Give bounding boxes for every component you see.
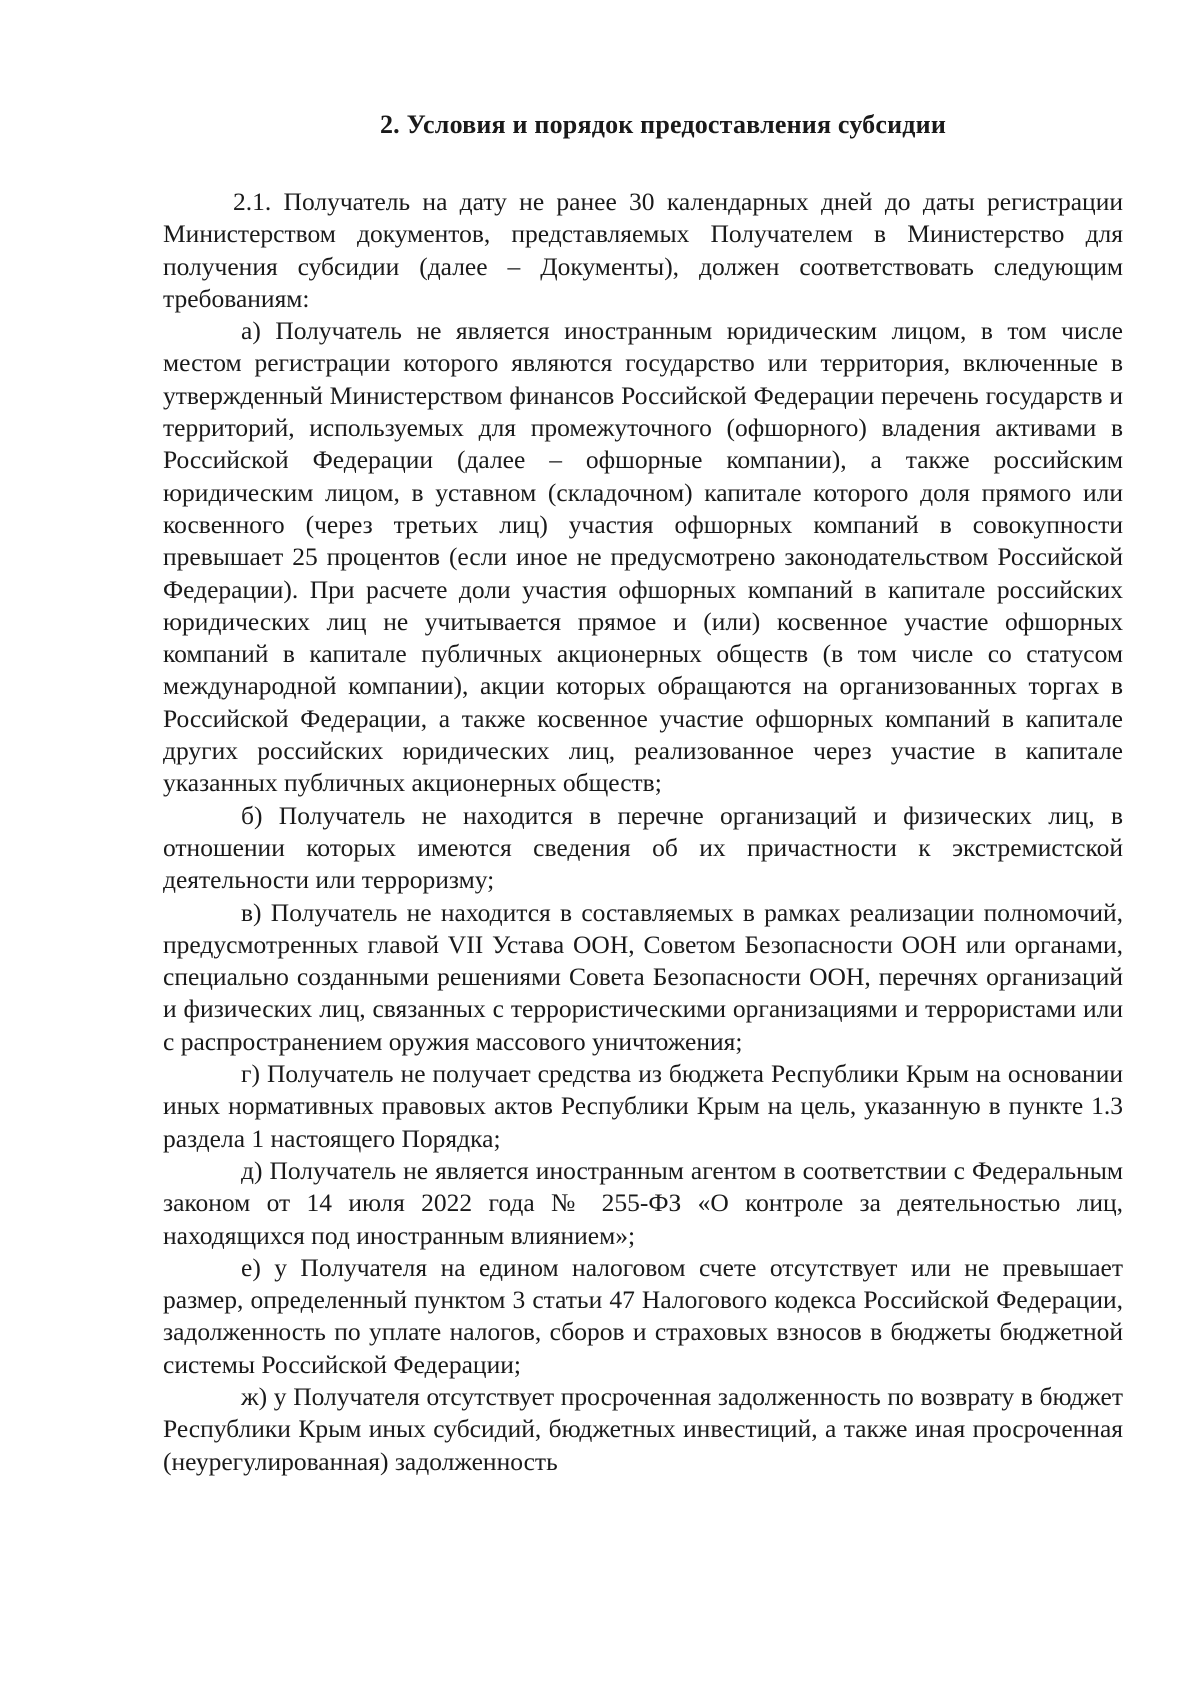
paragraph-item-e: е) у Получателя на едином налоговом счете отсутствует или не превышает размер, определенный пунктом 3 статьи 47 Налогового кодекса Российской Федерации, задолженность по уплате налогов, сборов и страховых взносов в бюджеты бюджетной системы Российской Федерации;	[163, 1252, 1123, 1379]
section-heading: 2. Условия и порядок предоставления субсидии	[379, 110, 947, 139]
paragraph-item-v: в) Получатель не находится в составляемых в рамках реализации полномочий, предусмотренных главой VII Устава ООН, Советом Безопасности ООН или органами, специально созданными решениями Совета Безопасности ООН, перечнях организаций и физических лиц, связанных с террористическими организациями и террористами или с распространением оружия массового уничтожения;	[163, 897, 1123, 1056]
document-body	[163, 186, 1123, 1478]
paragraph-2-1: 2.1. Получатель на дату не ранее 30 календарных дней до даты регистрации Министерством документов, представляемых Получателем в Министерство для получения субсидии (далее – Документы), должен соответствовать следующим требованиям:	[163, 187, 1123, 313]
paragraph-item-g: г) Получатель не получает средства из бюджета Республики Крым на основании иных нормативных правовых актов Республики Крым на цель, указанную в пункте 1.3 раздела 1 настоящего Порядка;	[163, 1059, 1123, 1153]
paragraph-item-a: а) Получатель не является иностранным юридическим лицом, в том числе местом регистрации которого являются государство или территория, включенные в утвержденный Министерством финансов Российской Федерации перечень государств и территорий, используемых для промежуточного (офшорного) владения активами в Российской Федерации (далее – офшорные компании), а также российским юридическим лицом, в уставном (складочном) капитале которого доля прямого или косвенного (через третьих лиц) участия офшорных компаний в совокупности превышает 25 процентов (если иное не предусмотрено законодательством Российской Федерации). При расчете доли участия офшорных компаний в капитале российских юридических лиц не учитывается прямое и (или) косвенное участие офшорных компаний в капитале публичных акционерных обществ (в том числе со статусом международной компании), акции которых обращаются на организованных торгах в Российской Федерации, а также косвенное участие офшорных компаний в капитале других российских юридических лиц, реализованное через участие в капитале указанных публичных акционерных обществ;	[163, 316, 1123, 798]
document-page	[163, 0, 1123, 1695]
paragraph-item-d: д) Получатель не является иностранным агентом в соответствии с Федеральным законом от 14 июля 2022 года № 255-ФЗ «О контроле за деятельностью лиц, находящихся под иностранным влиянием»;	[163, 1155, 1123, 1250]
paragraph-item-zh: ж) у Получателя отсутствует просроченная задолженность по возврату в бюджет Республики Крым иных субсидий, бюджетных инвестиций, а также иная просроченная (неурегулированная) задолженность	[163, 1381, 1123, 1476]
paragraph-item-b: б) Получатель не находится в перечне организаций и физических лиц, в отношении которых имеются сведения об их причастности к экстремистской деятельности или терроризму;	[163, 800, 1123, 895]
